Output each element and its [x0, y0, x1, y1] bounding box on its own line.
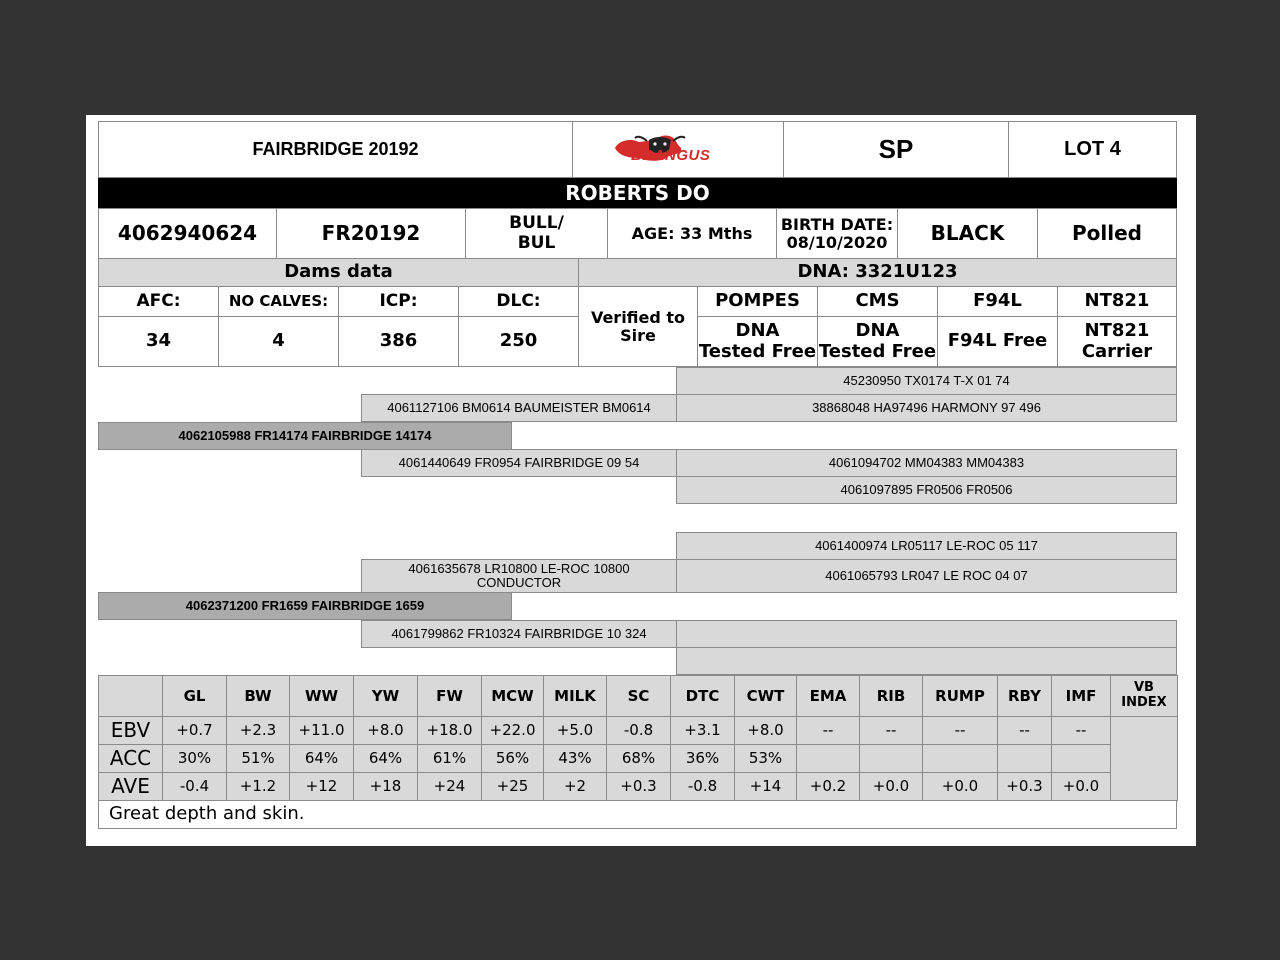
- ebv-row-label-ave: AVE: [98, 772, 163, 801]
- dna-test-name-nt821: NT821: [1057, 286, 1177, 317]
- pedigree-dam-dam: 4061799862 FR10324 FAIRBRIDGE 10 324: [361, 620, 677, 648]
- dams-header-dlc: DLC:: [458, 286, 579, 317]
- vb-index-value: [1110, 716, 1178, 801]
- ebv-corner: [98, 675, 163, 717]
- dna-test-name-cms: CMS: [817, 286, 938, 317]
- ebv-cell: +12: [289, 772, 354, 801]
- ebv-header-rby: RBY: [997, 675, 1052, 717]
- ebv-cell: +1.2: [226, 772, 290, 801]
- ebv-cell: 51%: [226, 744, 290, 773]
- ebv-header-ema: EMA: [796, 675, 860, 717]
- dna-result-line1: DNA: [855, 320, 900, 342]
- vb-line2: INDEX: [1121, 695, 1167, 710]
- logo-wordmark: BRANGUS: [631, 147, 711, 164]
- pedigree-sire-sire: 4061127106 BM0614 BAUMEISTER BM0614: [361, 394, 677, 422]
- ebv-cell: 53%: [734, 744, 797, 773]
- dna-result-pompes: [697, 316, 818, 367]
- pedigree-sire: 4062105988 FR14174 FAIRBRIDGE 14174: [98, 422, 512, 450]
- dam-sire-line2: CONDUCTOR: [476, 575, 562, 590]
- ebv-cell: +2: [543, 772, 607, 801]
- ebv-cell: 64%: [289, 744, 354, 773]
- ebv-cell: --: [796, 716, 860, 745]
- ebv-cell: [997, 744, 1052, 773]
- ebv-header-gl: GL: [162, 675, 227, 717]
- ebv-cell: +0.7: [162, 716, 227, 745]
- ebv-cell: --: [922, 716, 998, 745]
- dna-result-line2: Carrier: [1081, 340, 1153, 362]
- ebv-cell: [922, 744, 998, 773]
- ebv-header-sc: SC: [606, 675, 671, 717]
- ebv-cell: -0.4: [162, 772, 227, 801]
- sex-line1: BULL/: [509, 213, 564, 234]
- ebv-cell: +3.1: [670, 716, 735, 745]
- verified-to-sire: [578, 286, 698, 367]
- dna-test-name-pompes: POMPES: [697, 286, 818, 317]
- ebv-cell: [1051, 744, 1111, 773]
- pedigree-dam: 4062371200 FR1659 FAIRBRIDGE 1659: [98, 592, 512, 620]
- ebv-cell: [859, 744, 923, 773]
- ebv-cell: +0.0: [859, 772, 923, 801]
- ebv-cell: +0.3: [997, 772, 1052, 801]
- ebv-cell: --: [1051, 716, 1111, 745]
- ebv-cell: --: [997, 716, 1052, 745]
- dams-value-icp: 386: [338, 316, 459, 367]
- dam-sire-line1: 4061635678 LR10800 LE-ROC 10800: [408, 561, 630, 577]
- animal-sex: [465, 208, 608, 259]
- sex-line2: BUL: [517, 232, 556, 253]
- dna-result-f94l: F94L Free: [937, 316, 1058, 367]
- pedigree-sire-dam-dam: 4061097895 FR0506 FR0506: [676, 476, 1177, 504]
- ebv-header-dtc: DTC: [670, 675, 735, 717]
- lot-number: LOT 4: [1008, 121, 1177, 178]
- pedigree-sire-sire-sire: 45230950 TX0174 T-X 01 74: [676, 367, 1177, 395]
- ebv-header-yw: YW: [353, 675, 418, 717]
- ebv-cell: 56%: [481, 744, 544, 773]
- dams-value-calves: 4: [218, 316, 339, 367]
- lot-card: [86, 115, 1196, 846]
- ebv-cell: 43%: [543, 744, 607, 773]
- ebv-header-ww: WW: [289, 675, 354, 717]
- ebv-row-label-ebv: EBV: [98, 716, 163, 745]
- vb-line1: VB: [1134, 680, 1154, 696]
- dna-result-line1: NT821: [1084, 320, 1150, 342]
- dna-title: DNA: 3321U123: [578, 258, 1177, 287]
- code-sp: SP: [783, 121, 1009, 178]
- dams-header-afc: AFC:: [98, 286, 219, 317]
- ebv-cell: +22.0: [481, 716, 544, 745]
- ebv-header-imf: IMF: [1051, 675, 1111, 717]
- dna-result-line2: Tested Free: [818, 340, 937, 362]
- animal-tag: FR20192: [276, 208, 466, 259]
- horn-status: Polled: [1037, 208, 1177, 259]
- ebv-header-mcw: MCW: [481, 675, 544, 717]
- ebv-cell: +18.0: [417, 716, 482, 745]
- animal-age: AGE: 33 Mths: [607, 208, 777, 259]
- pedigree-dam-dam-sire: [676, 620, 1177, 648]
- animal-id: 4062940624: [98, 208, 277, 259]
- verified-line1: Verified to: [590, 307, 686, 327]
- dna-result-line2: Tested Free: [698, 340, 817, 362]
- ebv-cell: 64%: [353, 744, 418, 773]
- animal-color: BLACK: [897, 208, 1038, 259]
- pedigree-dam-sire-dam: 4061065793 LR047 LE ROC 04 07: [676, 559, 1177, 593]
- ebv-cell: 36%: [670, 744, 735, 773]
- dams-data-title: Dams data: [98, 258, 579, 287]
- ebv-cell: +8.0: [734, 716, 797, 745]
- ebv-cell: +5.0: [543, 716, 607, 745]
- dams-header-calves: NO CALVES:: [218, 286, 339, 317]
- ebv-cell: -0.8: [606, 716, 671, 745]
- ebv-header-cwt: CWT: [734, 675, 797, 717]
- dams-value-afc: 34: [98, 316, 219, 367]
- ebv-cell: +0.3: [606, 772, 671, 801]
- ebv-cell: +2.3: [226, 716, 290, 745]
- ebv-cell: 68%: [606, 744, 671, 773]
- dna-result-cms: [817, 316, 938, 367]
- ebv-cell: --: [859, 716, 923, 745]
- ebv-cell: +8.0: [353, 716, 418, 745]
- dna-result-line1: DNA: [735, 320, 780, 342]
- birth-date-value: 08/10/2020: [786, 232, 888, 252]
- ebv-cell: -0.8: [670, 772, 735, 801]
- ebv-cell: +24: [417, 772, 482, 801]
- pedigree-sire-dam: 4061440649 FR0954 FAIRBRIDGE 09 54: [361, 449, 677, 477]
- comment: Great depth and skin.: [98, 800, 1177, 829]
- pedigree-dam-sire: [361, 559, 677, 593]
- ebv-header-bw: BW: [226, 675, 290, 717]
- ebv-header-rib: RIB: [859, 675, 923, 717]
- ebv-header-fw: FW: [417, 675, 482, 717]
- ebv-header-milk: MILK: [543, 675, 607, 717]
- animal-name: FAIRBRIDGE 20192: [98, 121, 573, 178]
- pedigree-dam-dam-dam: [676, 647, 1177, 675]
- birth-date-label: BIRTH DATE:: [780, 214, 894, 234]
- birth-date: [776, 208, 898, 259]
- ebv-cell: +0.2: [796, 772, 860, 801]
- ebv-cell: +25: [481, 772, 544, 801]
- ebv-cell: +14: [734, 772, 797, 801]
- ebv-header-rump: RUMP: [922, 675, 998, 717]
- ebv-header-vb-index: [1110, 675, 1178, 717]
- dna-result-nt821: [1057, 316, 1177, 367]
- verified-line2: Sire: [620, 325, 656, 345]
- ebv-cell: +18: [353, 772, 418, 801]
- brangus-logo: [572, 121, 784, 178]
- dams-header-icp: ICP:: [338, 286, 459, 317]
- ebv-cell: +0.0: [922, 772, 998, 801]
- ebv-cell: +0.0: [1051, 772, 1111, 801]
- pedigree-dam-sire-sire: 4061400974 LR05117 LE-ROC 05 117: [676, 532, 1177, 560]
- ebv-cell: 61%: [417, 744, 482, 773]
- dna-test-name-f94l: F94L: [937, 286, 1058, 317]
- ebv-row-label-acc: ACC: [98, 744, 163, 773]
- pedigree-sire-sire-dam: 38868048 HA97496 HARMONY 97 496: [676, 394, 1177, 422]
- pedigree-sire-dam-sire: 4061094702 MM04383 MM04383: [676, 449, 1177, 477]
- ebv-cell: [796, 744, 860, 773]
- ebv-cell: 30%: [162, 744, 227, 773]
- dams-value-dlc: 250: [458, 316, 579, 367]
- owner-bar: ROBERTS DO: [98, 178, 1177, 208]
- ebv-cell: +11.0: [289, 716, 354, 745]
